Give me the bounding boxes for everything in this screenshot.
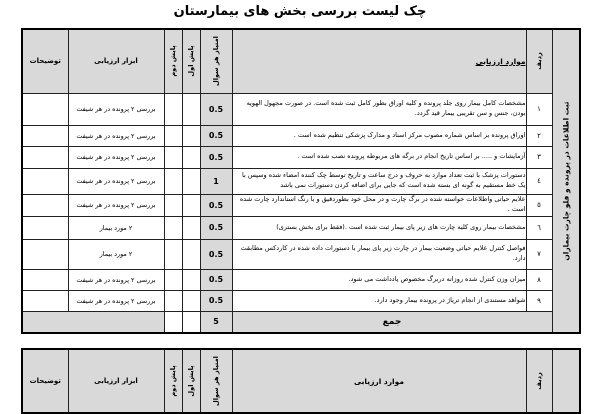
notes-cell [22, 93, 68, 125]
tool-cell: بررسی ۲ پرونده در هر شیفت [68, 194, 164, 216]
score-cell: 0.5 [200, 194, 232, 216]
first-monitoring-cell [182, 168, 200, 194]
first-monitoring-cell [182, 146, 200, 168]
sum-merged-cell [22, 311, 164, 333]
row-number: ١ [526, 93, 552, 125]
header-row [22, 29, 580, 93]
col-header-first-monitoring: پایش اول [182, 349, 200, 413]
tool-cell: بررسی ۲ پرونده در هر شیفت [68, 125, 164, 146]
second-monitoring-cell [164, 269, 182, 290]
score-cell: 0.5 [200, 239, 232, 269]
table-row [22, 93, 580, 125]
notes-cell [22, 269, 68, 290]
header-row [22, 349, 580, 413]
page-title: چک لیست بررسی بخش های بیمارستان [173, 4, 427, 19]
col-header-notes: توضیحات [22, 29, 68, 93]
table-row [22, 194, 580, 216]
col-header-items: موارد ارزیابی [232, 29, 526, 93]
category-column [552, 29, 580, 333]
score-cell: 0.5 [200, 290, 232, 311]
notes-cell [22, 239, 68, 269]
sum-row [22, 311, 580, 333]
second-monitoring-cell [164, 239, 182, 269]
score-cell: 0.5 [200, 146, 232, 168]
col-header-score: امتیاز هر سوال [200, 29, 232, 93]
second-checklist-table [21, 348, 581, 414]
row-number: ٢ [526, 125, 552, 146]
second-monitoring-cell [164, 216, 182, 239]
first-monitoring-cell [182, 93, 200, 125]
first-monitoring-cell [182, 216, 200, 239]
second-monitoring-cell [164, 290, 182, 311]
col-header-second-monitoring: پایش دوم [164, 349, 182, 413]
checklist-table [21, 28, 581, 334]
col-header-items: موارد ارزیابی [232, 349, 526, 413]
first-monitoring-cell [182, 311, 200, 333]
notes-cell [22, 290, 68, 311]
tool-cell: ۲ مورد بیمار [68, 239, 164, 269]
evaluation-item: شواهد مستندی از انجام تریاژ در پرونده بیمار وجود دارد. [232, 290, 526, 311]
table-row [22, 168, 580, 194]
notes-cell [22, 146, 68, 168]
table-row [22, 269, 580, 290]
first-monitoring-cell [182, 239, 200, 269]
evaluation-item: اوراق پرونده بر اساس شماره مصوب مرکز اسناد و مدارک پزشکی تنظیم شده است . [232, 125, 526, 146]
tool-cell: بررسی ۲ پرونده در هر شیفت [68, 269, 164, 290]
tool-cell: بررسی ۲ پرونده در هر شیفت [68, 290, 164, 311]
first-monitoring-cell [182, 269, 200, 290]
row-number: ٩ [526, 290, 552, 311]
second-monitoring-cell [164, 146, 182, 168]
col-header-second-monitoring: پایش دوم [164, 29, 182, 93]
row-number: ٦ [526, 216, 552, 239]
first-monitoring-cell [182, 290, 200, 311]
evaluation-item: مشخصات کامل بیمار روی جلد پرونده و کلیه اوراق بطور کامل ثبت شده است. در صورت مجهول الهویه بودن، جنس و سن تقریبی بیمار قید گردد. [232, 93, 526, 125]
category-column [552, 349, 580, 413]
second-monitoring-cell [164, 168, 182, 194]
tool-cell: بررسی ۲ پرونده در هر شیفت [68, 93, 164, 125]
col-header-tool: ابزار ارزیابی [68, 349, 164, 413]
sum-total: 5 [200, 311, 232, 333]
row-number: ٣ [526, 146, 552, 168]
score-cell: 1 [200, 168, 232, 194]
notes-cell [22, 194, 68, 216]
tool-cell: بررسی ۲ پرونده در هر شیفت [68, 146, 164, 168]
category-column-label: ثبت اطلاعات در پرونده و فلو چارت بیماران [561, 101, 571, 261]
evaluation-item: آزمایشات و ..... بر اساس تاریخ انجام در برگه های مربوطه پرونده نصب شده است . [232, 146, 526, 168]
score-cell: 0.5 [200, 125, 232, 146]
evaluation-item: دستورات پزشک با ثبت تعداد موارد به حروف و درج ساعت و تاریخ توسط چک کننده امضاء شده وسپس با یک خط مستقیم به گونه ای بسته شده است که جایی برای اضافه کردن دستورات نمی باشد [232, 168, 526, 194]
notes-cell [22, 216, 68, 239]
evaluation-item: میزان وزن کنترل شده روزانه دربرگ مخصوص یادداشت می شود. [232, 269, 526, 290]
second-monitoring-cell [164, 125, 182, 146]
evaluation-item: فواصل کنترل علایم حیاتی وضعیت بیمار در چارت زیر پای بیمار با دستورات داده شده در کاردکس مطابقت دارد. [232, 239, 526, 269]
row-number: ٧ [526, 239, 552, 269]
table-row [22, 146, 580, 168]
tool-cell: ۲ مورد بیمار [68, 216, 164, 239]
first-monitoring-cell [182, 194, 200, 216]
col-header-tool: ابزار ارزیابی [68, 29, 164, 93]
col-header-row-no: ردیف [526, 29, 552, 93]
notes-cell [22, 168, 68, 194]
tool-cell: بررسی ۲ پرونده در هر شیفت [68, 168, 164, 194]
sum-label: جمع [232, 311, 552, 333]
evaluation-item: مشخصات بیمار روی کلیه چارت های زیر پای بیمار ثبت شده است .(فقط برای بخش بستری) [232, 216, 526, 239]
table-row [22, 125, 580, 146]
col-header-score: امتیاز هر سوال [200, 349, 232, 413]
table-row [22, 216, 580, 239]
table-row [22, 290, 580, 311]
second-monitoring-cell [164, 311, 182, 333]
second-monitoring-cell [164, 93, 182, 125]
score-cell: 0.5 [200, 269, 232, 290]
second-monitoring-cell [164, 194, 182, 216]
first-monitoring-cell [182, 125, 200, 146]
col-header-notes: توضیحات [22, 349, 68, 413]
score-cell: 0.5 [200, 216, 232, 239]
col-header-first-monitoring: پایش اول [182, 29, 200, 93]
row-number: ٤ [526, 168, 552, 194]
table-row [22, 239, 580, 269]
col-header-row-no: ردیف [526, 349, 552, 413]
score-cell: 0.5 [200, 93, 232, 125]
row-number: ٥ [526, 194, 552, 216]
evaluation-item: علایم حیاتی واطلاعات خواسته شده در برگ چارت و در محل خود بطوردقیق و با رنگ استاندارد چارت شده است . [232, 194, 526, 216]
notes-cell [22, 125, 68, 146]
row-number: ٨ [526, 269, 552, 290]
